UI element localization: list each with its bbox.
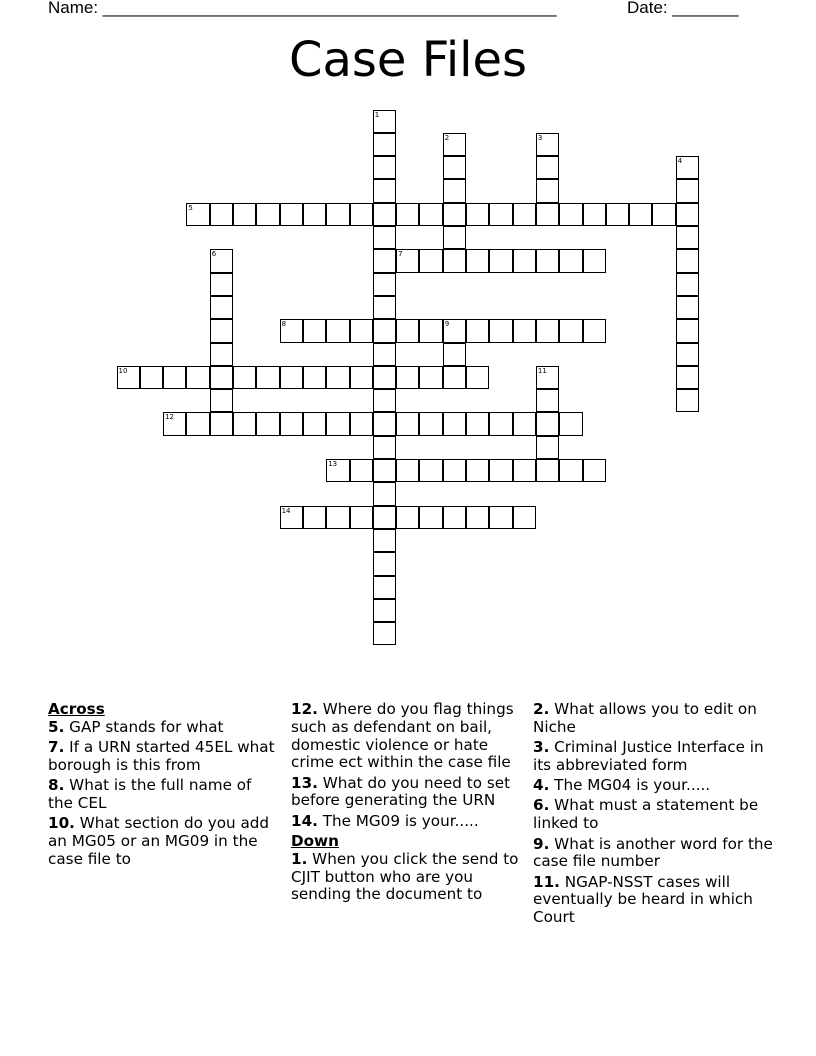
grid-cell[interactable] (280, 506, 303, 529)
grid-cell[interactable] (676, 343, 699, 366)
grid-cell[interactable] (443, 459, 466, 482)
grid-cell[interactable] (233, 366, 256, 389)
grid-cell[interactable] (583, 319, 606, 342)
grid-cell[interactable] (326, 203, 349, 226)
grid-cell[interactable] (443, 249, 466, 272)
grid-cell[interactable] (443, 179, 466, 202)
grid-cell[interactable] (396, 506, 419, 529)
clue-number-label: 1 (374, 110, 380, 119)
grid-cell[interactable] (419, 366, 442, 389)
grid-cell[interactable] (280, 412, 303, 435)
grid-cell[interactable] (466, 249, 489, 272)
grid-cell[interactable] (373, 296, 396, 319)
clue-down-1 (291, 851, 527, 904)
grid-cell[interactable] (373, 249, 396, 272)
grid-cell[interactable] (350, 366, 373, 389)
clue-number-label: 6 (211, 250, 217, 259)
grid-cell[interactable] (326, 506, 349, 529)
grid-cell[interactable] (210, 273, 233, 296)
grid-cell[interactable] (536, 133, 559, 156)
clue-number: 7. (48, 738, 65, 757)
clue-down-11 (533, 874, 773, 927)
grid-cell[interactable] (373, 552, 396, 575)
grid-cell[interactable] (443, 366, 466, 389)
grid-cell[interactable] (466, 506, 489, 529)
grid-cell[interactable] (559, 319, 582, 342)
clue-number: 12. (291, 700, 318, 718)
clue-down-9 (533, 836, 773, 872)
clue-number-label: 3 (537, 133, 543, 142)
grid-cell[interactable] (583, 249, 606, 272)
clue-number: 4. (533, 776, 550, 795)
grid-cell[interactable] (606, 203, 629, 226)
clue-across-14 (291, 813, 527, 831)
grid-cell[interactable] (536, 249, 559, 272)
grid-cell[interactable] (350, 506, 373, 529)
clue-across-13 (291, 775, 527, 811)
grid-cell[interactable] (210, 366, 233, 389)
grid-cell[interactable] (373, 389, 396, 412)
grid-cell[interactable] (303, 412, 326, 435)
name-field[interactable]: Name: ________________________________________________ (48, 0, 557, 17)
clue-column-2 (291, 701, 527, 907)
grid-cell[interactable] (466, 203, 489, 226)
grid-cell[interactable] (559, 249, 582, 272)
grid-cell[interactable] (326, 319, 349, 342)
grid-cell[interactable] (350, 412, 373, 435)
grid-cell[interactable] (536, 179, 559, 202)
clue-across-10 (48, 815, 278, 868)
grid-cell[interactable] (373, 133, 396, 156)
grid-cell[interactable] (373, 506, 396, 529)
grid-cell[interactable] (256, 203, 279, 226)
clue-number-label: 5 (188, 203, 193, 212)
clue-down-6 (533, 797, 773, 833)
grid-cell[interactable] (489, 412, 512, 435)
grid-cell[interactable] (210, 319, 233, 342)
grid-cell[interactable] (419, 459, 442, 482)
clue-number-label: 9 (444, 320, 450, 329)
grid-cell[interactable] (536, 412, 559, 435)
grid-cell[interactable] (536, 203, 559, 226)
grid-cell[interactable] (373, 203, 396, 226)
grid-cell[interactable] (419, 412, 442, 435)
grid-cell[interactable] (419, 506, 442, 529)
grid-cell[interactable] (210, 389, 233, 412)
grid-cell[interactable] (559, 203, 582, 226)
grid-cell[interactable] (419, 249, 442, 272)
grid-cell[interactable] (350, 203, 373, 226)
grid-cell[interactable] (559, 459, 582, 482)
grid-cell[interactable] (373, 622, 396, 645)
grid-cell[interactable] (186, 412, 209, 435)
grid-cell[interactable] (466, 366, 489, 389)
grid-cell[interactable] (373, 156, 396, 179)
grid-cell[interactable] (373, 529, 396, 552)
grid-cell[interactable] (117, 366, 140, 389)
clue-number: 3. (533, 738, 550, 757)
grid-cell[interactable] (513, 459, 536, 482)
clue-number: 6. (533, 796, 550, 815)
clue-text: What allows you to edit on Niche (533, 700, 757, 736)
grid-cell[interactable] (536, 436, 559, 459)
grid-cell[interactable] (256, 366, 279, 389)
grid-cell[interactable] (676, 226, 699, 249)
clue-column-3 (533, 701, 773, 930)
grid-cell[interactable] (210, 343, 233, 366)
grid-cell[interactable] (396, 249, 419, 272)
grid-cell[interactable] (466, 412, 489, 435)
clue-text: What is another word for the case file number (533, 834, 773, 871)
grid-cell[interactable] (443, 319, 466, 342)
grid-cell[interactable] (373, 273, 396, 296)
grid-cell[interactable] (676, 319, 699, 342)
grid-cell[interactable] (280, 203, 303, 226)
grid-cell[interactable] (210, 249, 233, 272)
grid-cell[interactable] (676, 249, 699, 272)
clue-text: What must a statement be linked to (533, 796, 759, 833)
grid-cell[interactable] (443, 506, 466, 529)
grid-cell[interactable] (163, 366, 186, 389)
across-heading: Across (48, 700, 105, 718)
clue-down-4 (533, 777, 773, 795)
grid-cell[interactable] (583, 203, 606, 226)
grid-cell[interactable] (373, 179, 396, 202)
grid-cell[interactable] (513, 319, 536, 342)
grid-cell[interactable] (140, 366, 163, 389)
clue-number: 5. (48, 717, 65, 736)
grid-cell[interactable] (373, 110, 396, 133)
grid-cell[interactable] (373, 482, 396, 505)
grid-cell[interactable] (396, 412, 419, 435)
clue-text: What section do you add an MG05 or an MG09 in the case file to (48, 814, 270, 868)
clue-number-label: 4 (677, 157, 683, 166)
clue-number: 1. (291, 849, 308, 868)
grid-cell[interactable] (489, 319, 512, 342)
clue-number-label: 14 (281, 506, 291, 515)
clue-number: 9. (533, 834, 550, 853)
grid-cell[interactable] (280, 319, 303, 342)
grid-cell[interactable] (373, 343, 396, 366)
grid-cell[interactable] (629, 203, 652, 226)
grid-cell[interactable] (443, 412, 466, 435)
clue-number: 11. (533, 872, 560, 891)
grid-cell[interactable] (536, 156, 559, 179)
grid-cell[interactable] (466, 459, 489, 482)
clue-across-12 (291, 701, 527, 772)
grid-cell[interactable] (676, 296, 699, 319)
clue-across-8 (48, 777, 278, 813)
grid-cell[interactable] (676, 389, 699, 412)
grid-cell[interactable] (443, 343, 466, 366)
grid-cell[interactable] (536, 319, 559, 342)
clue-across-7 (48, 739, 278, 775)
grid-cell[interactable] (443, 133, 466, 156)
grid-cell[interactable] (350, 319, 373, 342)
grid-cell[interactable] (326, 412, 349, 435)
grid-cell[interactable] (373, 436, 396, 459)
grid-cell[interactable] (676, 156, 699, 179)
grid-cell[interactable] (373, 319, 396, 342)
clue-number-label: 11 (537, 366, 547, 375)
grid-cell[interactable] (233, 203, 256, 226)
clue-number-label: 7 (398, 250, 403, 259)
grid-cell[interactable] (443, 226, 466, 249)
grid-cell[interactable] (676, 179, 699, 202)
clue-number-label: 8 (281, 320, 287, 329)
grid-cell[interactable] (513, 203, 536, 226)
clue-number: 8. (48, 776, 65, 795)
clue-text: NGAP-NSST cases will eventually be heard in which Court (533, 872, 753, 927)
grid-cell[interactable] (373, 226, 396, 249)
grid-cell[interactable] (326, 366, 349, 389)
grid-cell[interactable] (303, 319, 326, 342)
grid-cell[interactable] (256, 412, 279, 435)
grid-cell[interactable] (443, 156, 466, 179)
grid-cell[interactable] (513, 412, 536, 435)
clue-text: When you click the send to CJIT button who are you sending the document to (291, 849, 519, 904)
clue-across-5 (48, 719, 278, 737)
grid-cell[interactable] (676, 273, 699, 296)
grid-cell[interactable] (489, 459, 512, 482)
grid-cell[interactable] (583, 459, 606, 482)
clue-number-label: 10 (118, 366, 128, 375)
clue-number: 13. (291, 773, 318, 792)
clue-text: What do you need to set before generating the URN (291, 773, 511, 810)
clue-text: Criminal Justice Interface in its abbreviated form (533, 738, 764, 774)
clue-text: If a URN started 45EL what borough is this from (48, 738, 275, 774)
grid-cell[interactable] (163, 412, 186, 435)
grid-cell[interactable] (559, 412, 582, 435)
date-field[interactable]: Date: _______ (627, 0, 739, 17)
grid-cell[interactable] (233, 412, 256, 435)
grid-cell[interactable] (396, 319, 419, 342)
grid-cell[interactable] (186, 366, 209, 389)
grid-cell[interactable] (186, 203, 209, 226)
grid-cell[interactable] (350, 459, 373, 482)
grid-cell[interactable] (536, 459, 559, 482)
grid-cell[interactable] (303, 506, 326, 529)
grid-cell[interactable] (210, 412, 233, 435)
grid-cell[interactable] (396, 459, 419, 482)
grid-cell[interactable] (419, 203, 442, 226)
clue-number-label: 2 (444, 133, 450, 142)
clue-number: 14. (291, 811, 318, 830)
grid-cell[interactable] (373, 412, 396, 435)
clue-text: What is the full name of the CEL (48, 776, 252, 812)
grid-cell[interactable] (303, 203, 326, 226)
grid-cell[interactable] (443, 203, 466, 226)
grid-cell[interactable] (676, 366, 699, 389)
grid-cell[interactable] (652, 203, 675, 226)
grid-cell[interactable] (466, 319, 489, 342)
clue-column-1 (48, 701, 278, 871)
down-heading: Down (291, 832, 339, 851)
grid-cell[interactable] (373, 576, 396, 599)
grid-cell[interactable] (489, 203, 512, 226)
grid-cell[interactable] (489, 249, 512, 272)
grid-cell[interactable] (513, 249, 536, 272)
clue-text: GAP stands for what (69, 717, 224, 736)
clue-number-label: 13 (328, 460, 338, 468)
clue-number: 2. (533, 700, 550, 718)
page-title: Case Files (288, 32, 528, 88)
clue-number-label: 12 (165, 413, 175, 422)
grid-cell[interactable] (210, 203, 233, 226)
clue-number: 10. (48, 814, 75, 833)
grid-cell[interactable] (326, 459, 349, 482)
clue-text: The MG04 is your..... (554, 776, 711, 795)
clue-text: Where do you flag things such as defendant on bail, domestic violence or hate crime ect within the case file (291, 700, 514, 772)
grid-cell[interactable] (210, 296, 233, 319)
grid-cell[interactable] (536, 389, 559, 412)
grid-cell[interactable] (396, 366, 419, 389)
grid-cell[interactable] (513, 506, 536, 529)
grid-cell[interactable] (373, 459, 396, 482)
clue-down-2 (533, 701, 773, 737)
grid-cell[interactable] (280, 366, 303, 389)
grid-cell[interactable] (373, 366, 396, 389)
grid-cell[interactable] (489, 506, 512, 529)
grid-cell[interactable] (373, 599, 396, 622)
clue-down-3 (533, 739, 773, 775)
grid-cell[interactable] (419, 319, 442, 342)
grid-cell[interactable] (396, 203, 419, 226)
grid-cell[interactable] (536, 366, 559, 389)
grid-cell[interactable] (303, 366, 326, 389)
clue-text: The MG09 is your..... (322, 811, 479, 830)
grid-cell[interactable] (676, 203, 699, 226)
